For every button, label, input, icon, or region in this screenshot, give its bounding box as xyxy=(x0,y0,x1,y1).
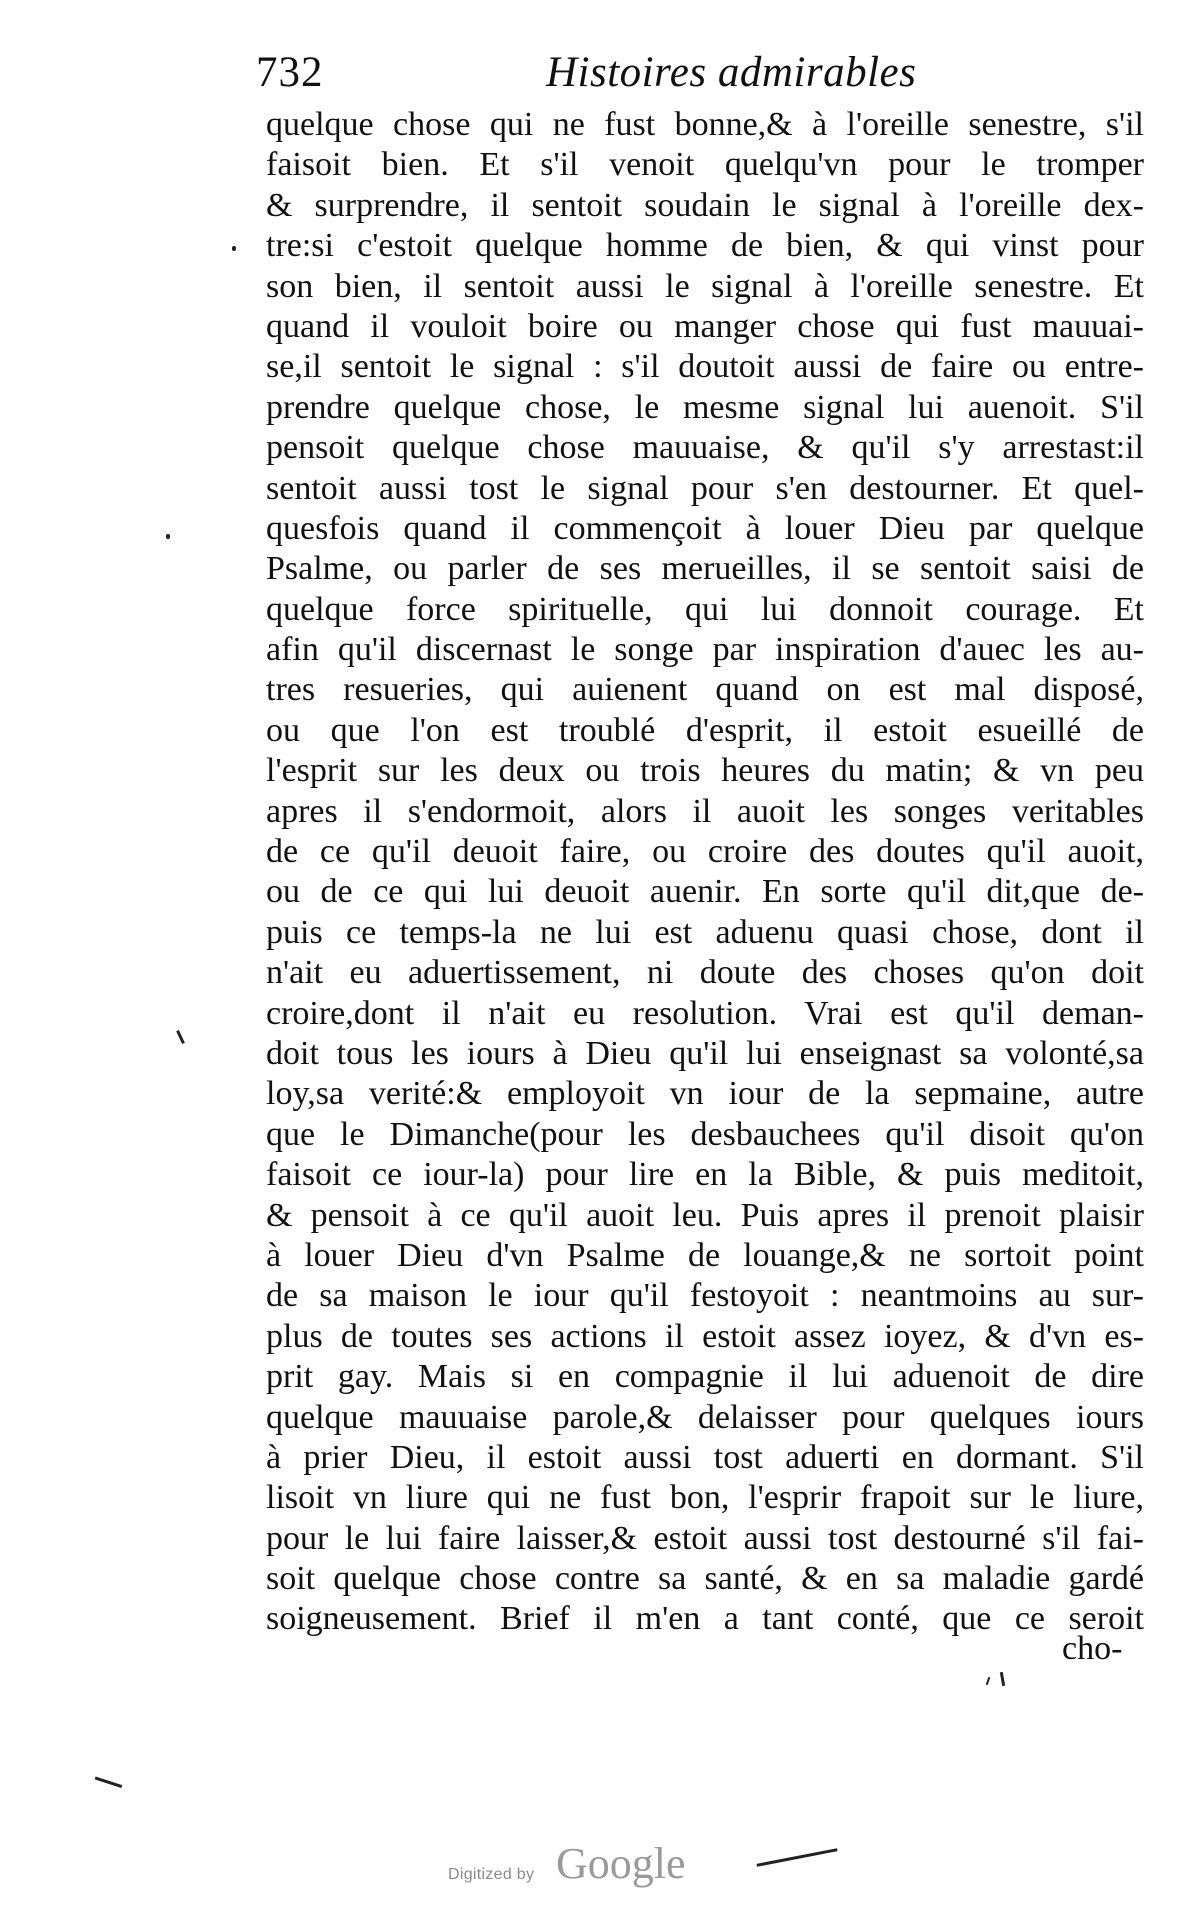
text-line: l'esprit sur les deux ou trois heures du matin; & vn peu xyxy=(266,752,1144,790)
text-line: quand il vouloit boire ou manger chose qui fust mauuai- xyxy=(266,307,1144,345)
text-line: apres il s'endormoit, alors il auoit les songes veritables xyxy=(266,792,1144,830)
text-line: quelque chose qui ne fust bonne,& à l'oreille senestre, s'il xyxy=(266,106,1144,143)
text-line: soit quelque chose contre sa santé, & en sa maladie gardé xyxy=(266,1560,1144,1598)
text-line: doit tous les iours à Dieu qu'il lui enseignast sa volonté,sa xyxy=(266,1034,1144,1072)
text-line: ou que l'on est troublé d'esprit, il estoit esueillé de xyxy=(266,711,1144,749)
margin-ink-tick xyxy=(176,1030,185,1044)
text-line: prendre quelque chose, le mesme signal lui auenoit. S'il xyxy=(266,388,1144,426)
text-line: n'ait eu aduertissement, ni doute des choses qu'on doit xyxy=(266,954,1144,992)
text-line: faisoit bien. Et s'il venoit quelqu'vn pour le tromper xyxy=(266,146,1144,184)
watermark-prefix: Digitized by xyxy=(448,1866,535,1883)
text-line: à prier Dieu, il estoit aussi tost aduerti en dormant. S'il xyxy=(266,1438,1144,1476)
text-line: faisoit ce iour-la) pour lire en la Bible, & puis meditoit, xyxy=(266,1156,1144,1194)
margin-ink-tick xyxy=(986,1677,991,1685)
text-line: quelque mauuaise parole,& delaisser pour quelques iours xyxy=(266,1398,1144,1436)
body-text xyxy=(266,105,1144,1640)
text-line: quelque force spirituelle, qui lui donnoit courage. Et xyxy=(266,590,1144,628)
text-line: plus de toutes ses actions il estoit assez ioyez, & d'vn es- xyxy=(266,1317,1144,1355)
digitization-watermark xyxy=(448,1838,708,1898)
text-line: soigneusement. Brief il m'en a tant conté, que ce seroit xyxy=(266,1600,1144,1638)
running-head xyxy=(256,48,1156,108)
text-line: de ce qu'il deuoit faire, ou croire des doutes qu'il auoit, xyxy=(266,833,1144,871)
text-line: lisoit vn liure qui ne fust bon, l'esprir frapoit sur le liure, xyxy=(266,1479,1144,1517)
page-number: 732 xyxy=(256,49,324,96)
text-line: Psalme, ou parler de ses merueilles, il se sentoit saisi de xyxy=(266,550,1144,588)
margin-ink-dot xyxy=(166,534,170,539)
text-line: que le Dimanche(pour les desbauchees qu'il disoit qu'on xyxy=(266,1115,1144,1153)
margin-ink-dot xyxy=(232,246,236,251)
text-line: sentoit aussi tost le signal pour s'en destourner. Et quel- xyxy=(266,469,1144,507)
margin-ink-dash xyxy=(756,1848,837,1867)
text-line: son bien, il sentoit aussi le signal à l'oreille senestre. Et xyxy=(266,267,1144,305)
running-title: Histoires admirables xyxy=(546,49,917,96)
text-line: à louer Dieu d'vn Psalme de louange,& ne sortoit point xyxy=(266,1236,1144,1274)
text-line: puis ce temps-la ne lui est aduenu quasi chose, dont il xyxy=(266,913,1144,951)
text-line: tres resueries, qui auienent quand on est mal disposé, xyxy=(266,671,1144,709)
margin-ink-tick xyxy=(1000,1672,1005,1686)
text-line: pensoit quelque chose mauuaise, & qu'il s'y arrestast:il xyxy=(266,429,1144,467)
text-line: & pensoit à ce qu'il auoit leu. Puis apres il prenoit plaisir xyxy=(266,1196,1144,1234)
text-line: tre:si c'estoit quelque homme de bien, & qui vinst pour xyxy=(266,227,1144,265)
text-line: & surprendre, il sentoit soudain le signal à l'oreille dex- xyxy=(266,186,1144,224)
catchword: cho- xyxy=(1062,1630,1123,1667)
margin-ink-smudge xyxy=(95,1767,126,1788)
text-line: ou de ce qui lui deuoit auenir. En sorte qu'il dit,que de- xyxy=(266,873,1144,911)
text-line: pour le lui faire laisser,& estoit aussi tost destourné s'il fai- xyxy=(266,1519,1144,1557)
text-line: loy,sa verité:& employoit vn iour de la sepmaine, autre xyxy=(266,1075,1144,1113)
text-line: quesfois quand il commençoit à louer Dieu par quelque xyxy=(266,509,1144,547)
watermark-logo: Google xyxy=(556,1839,686,1888)
text-line: croire,dont il n'ait eu resolution. Vrai est qu'il deman- xyxy=(266,994,1144,1032)
text-line: de sa maison le iour qu'il festoyoit : neantmoins au sur- xyxy=(266,1277,1144,1315)
text-line: prit gay. Mais si en compagnie il lui aduenoit de dire xyxy=(266,1358,1144,1396)
text-line: se,il sentoit le signal : s'il doutoit aussi de faire ou entre- xyxy=(266,348,1144,386)
text-line: afin qu'il discernast le songe par inspiration d'auec les au- xyxy=(266,631,1144,669)
